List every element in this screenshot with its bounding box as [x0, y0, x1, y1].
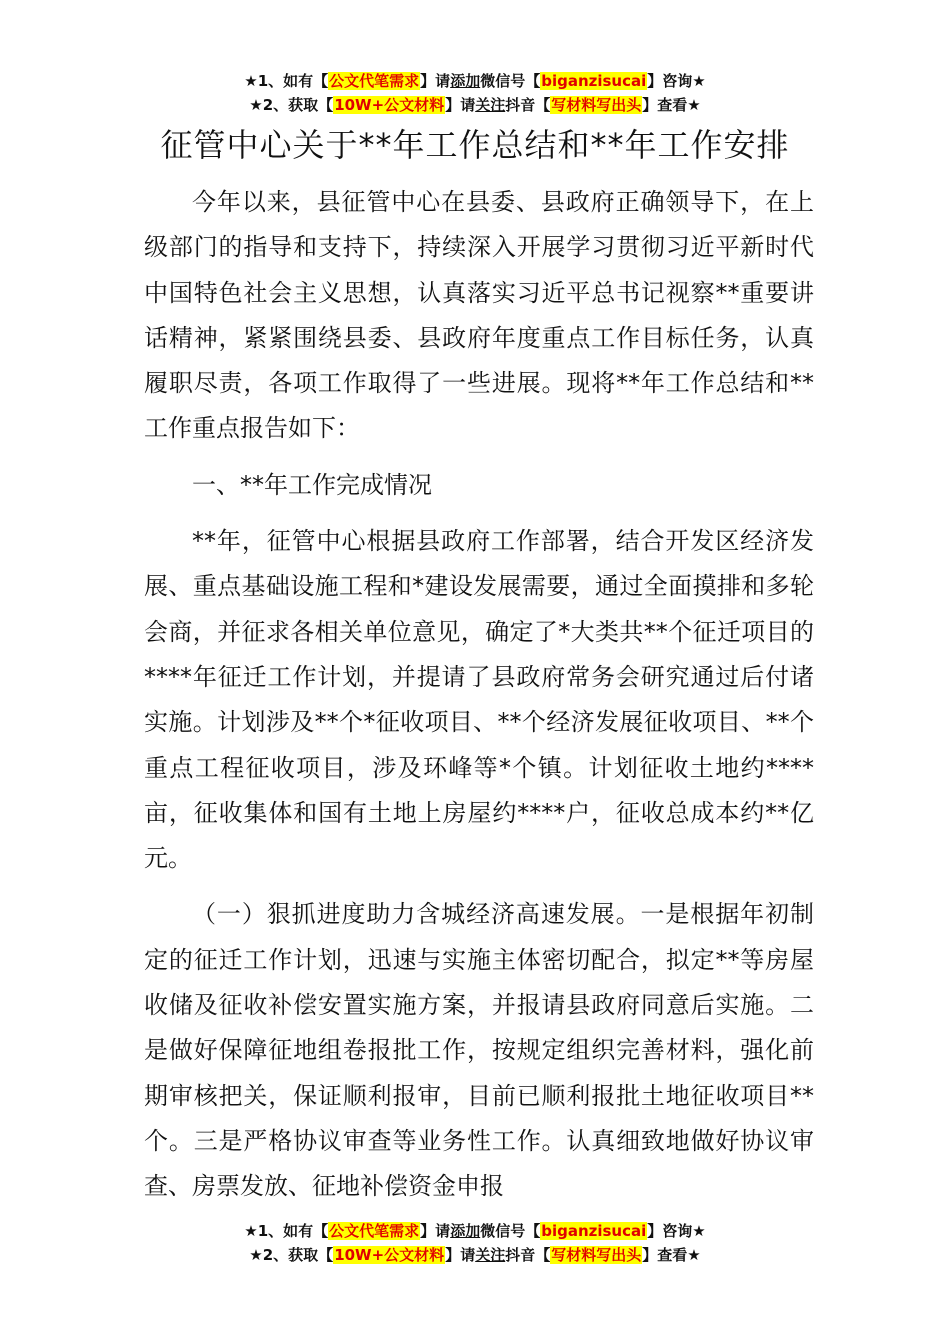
ad-underlined: 关注 [475, 1246, 506, 1264]
ad-text: ★2、获取【 [249, 96, 334, 114]
ad-text: 微信号【 [480, 72, 541, 90]
body-paragraph: **年，征管中心根据县政府工作部署，结合开发区经济发展、重点基础设施工程和*建设发展需要，通过全面摸排和多轮会商，并征求各相关单位意见，确定了*大类共**个征迁项目的****年征迁工作计划，并提请了县政府常务会研究通过后付诸实施。计划涉及**个*征收项目、**个经济发展征收项目、**个重点工程征收项目，涉及环峰等*个镇。计划征收土地约****亩，征收集体和国有土地上房屋约****户，征收总成本约**亿元。 [144, 527, 814, 873]
ad-highlight: 10W+公文材料 [334, 96, 445, 114]
ad-text: ★1、如有【 [244, 1222, 329, 1240]
ad-highlight: 公文代笔需求 [329, 72, 420, 90]
section-heading: 一、**年工作完成情况 [192, 470, 432, 499]
ad-banner-top-line1 [0, 71, 950, 91]
ad-text: 微信号【 [480, 1222, 541, 1240]
body-paragraph: （一）狠抓进度助力含城经济高速发展。一是根据年初制定的征迁工作计划，迅速与实施主体密切配合，拟定**等房屋收储及征收补偿安置实施方案，并报请县政府同意后实施。二是做好保障征地组卷报批工作，按规定组织完善材料，强化前期审核把关，保证顺利报审，目前已顺利报批土地征收项目**个。三是严格协议审查等业务性工作。认真细致地做好协议审查、房票发放、征地补偿资金申报 [144, 900, 814, 1201]
ad-text: 】请 [445, 1246, 476, 1264]
ad-text: ★2、获取【 [249, 1246, 334, 1264]
ad-highlight: biganzisucai [541, 1222, 647, 1240]
ad-text: 】请 [420, 72, 451, 90]
ad-text: 抖音【 [505, 1246, 551, 1264]
ad-text: 抖音【 [505, 96, 551, 114]
ad-underlined: 添加 [450, 72, 481, 90]
document-title: 征管中心关于**年工作总结和**年工作安排 [160, 126, 790, 164]
intro-paragraph: 今年以来，县征管中心在县委、县政府正确领导下，在上级部门的指导和支持下，持续深入开展学习贯彻习近平新时代中国特色社会主义思想，认真落实习近平总书记视察**重要讲话精神，紧紧围绕县委、县政府年度重点工作目标任务，认真履职尽责，各项工作取得了一些进展。现将**年工作总结和**工作重点报告如下： [144, 188, 814, 443]
ad-underlined: 关注 [475, 96, 506, 114]
ad-highlight: 写材料写出头 [551, 1246, 642, 1264]
document-body [144, 180, 814, 1210]
ad-underlined: 添加 [450, 1222, 481, 1240]
ad-banner-bottom-line1 [0, 1221, 950, 1241]
ad-highlight: 写材料写出头 [551, 96, 642, 114]
ad-text: 】请 [445, 96, 476, 114]
ad-text: 】咨询★ [647, 1222, 706, 1240]
ad-text: 】咨询★ [647, 72, 706, 90]
ad-text: ★1、如有【 [244, 72, 329, 90]
ad-text: 】请 [420, 1222, 451, 1240]
ad-highlight: 10W+公文材料 [334, 1246, 445, 1264]
ad-banner-bottom-line2 [0, 1245, 950, 1265]
ad-highlight: biganzisucai [541, 72, 647, 90]
ad-text: 】查看★ [642, 1246, 701, 1264]
ad-text: 】查看★ [642, 96, 701, 114]
ad-banner-top-line2 [0, 95, 950, 115]
ad-highlight: 公文代笔需求 [329, 1222, 420, 1240]
